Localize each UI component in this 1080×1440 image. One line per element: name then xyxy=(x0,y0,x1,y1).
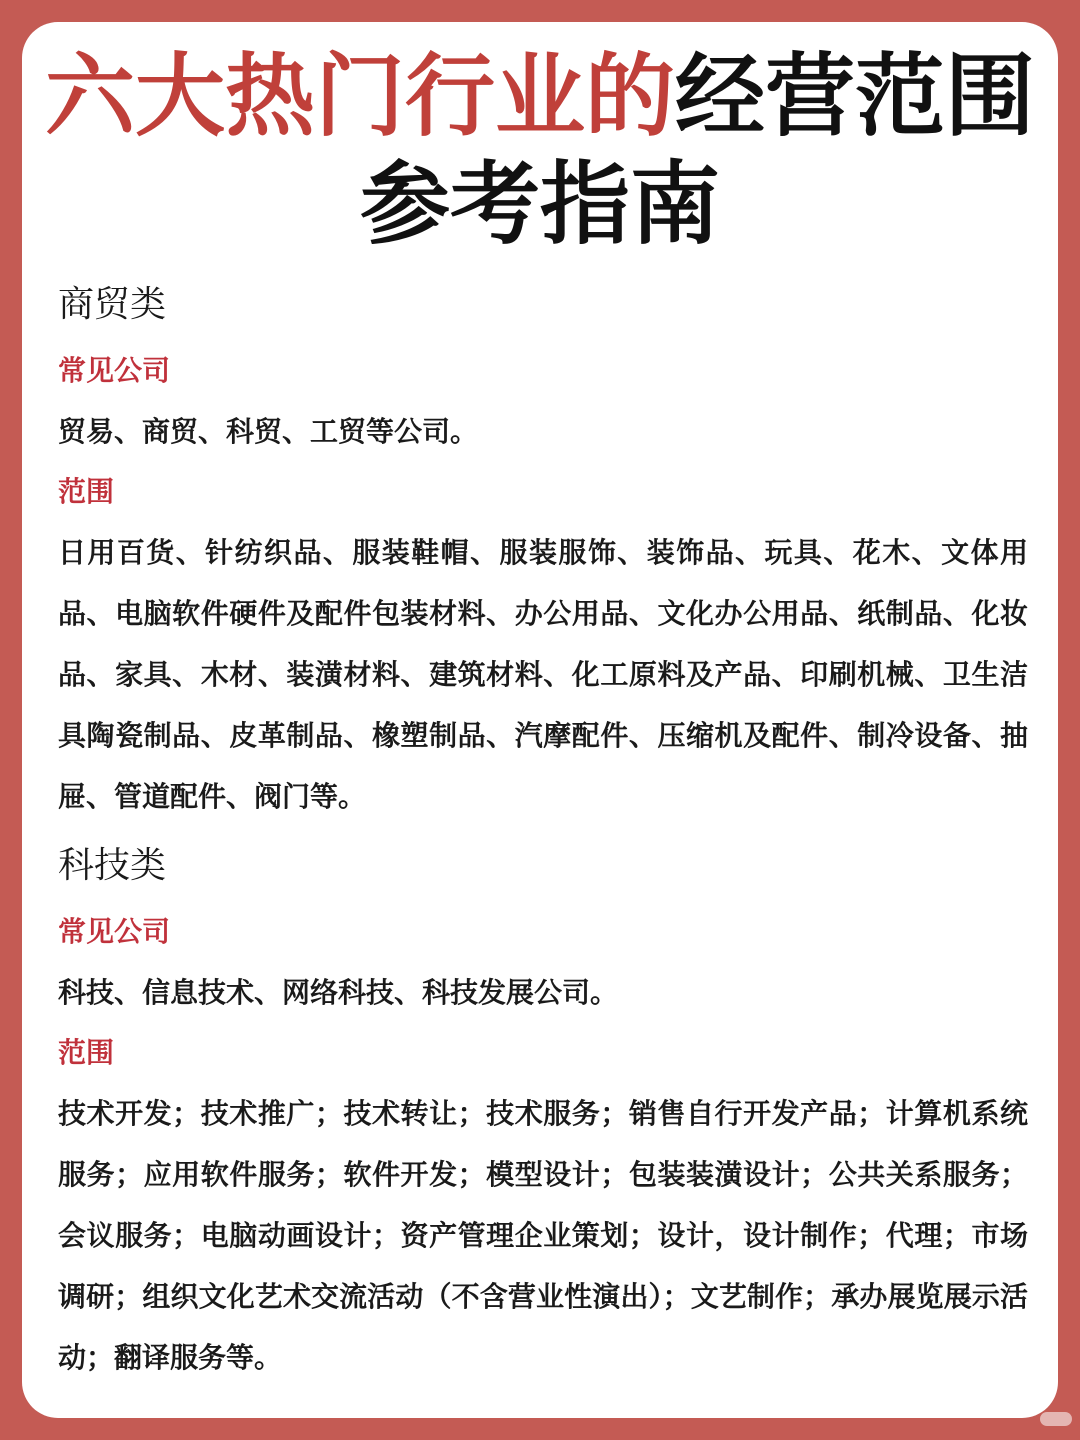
section-heading: 科技类 xyxy=(58,845,167,886)
page-title-line1 xyxy=(22,42,1058,152)
scope-label: 范围 xyxy=(58,475,115,508)
companies-label: 常见公司 xyxy=(58,354,171,387)
content-card xyxy=(22,22,1058,1418)
companies-text: 贸易、商贸、科贸、工贸等公司。 xyxy=(58,415,479,448)
watermark-badge xyxy=(1040,1412,1072,1426)
scope-text: 日用百货、针纺织品、服装鞋帽、服装服饰、装饰品、玩具、花木、文体用品、电脑软件硬件及配件包装材料、办公用品、文化办公用品、纸制品、化妆品、家具、木材、装潢材料、建筑材料、化工原料及产品、印刷机械、卫生洁具陶瓷制品、皮革制品、橡塑制品、汽摩配件、压缩机及配件、制冷设备、抽屉、管道配件、阀门等。 xyxy=(58,536,1028,813)
main-content xyxy=(58,280,1028,1388)
section-heading: 商贸类 xyxy=(58,284,167,325)
title-rest: 经营范围 xyxy=(675,44,1035,149)
scope-text: 技术开发；技术推广；技术转让；技术服务；销售自行开发产品；计算机系统服务；应用软件服务；软件开发；模型设计；包装装潢设计；公共关系服务；会议服务；电脑动画设计；资产管理企业策划；设计，设计制作；代理；市场调研；组织文化艺术交流活动（不含营业性演出）；文艺制作；承办展览展示活动；翻译服务等。 xyxy=(58,1097,1028,1374)
scope-label: 范围 xyxy=(58,1036,115,1069)
title-accent: 六大热门行业的 xyxy=(45,44,675,149)
companies-text: 科技、信息技术、网络科技、科技发展公司。 xyxy=(58,976,619,1009)
companies-label: 常见公司 xyxy=(58,915,171,948)
section-trade xyxy=(58,280,1028,827)
section-tech xyxy=(58,841,1028,1388)
page-title-line2: 参考指南 xyxy=(360,152,720,257)
